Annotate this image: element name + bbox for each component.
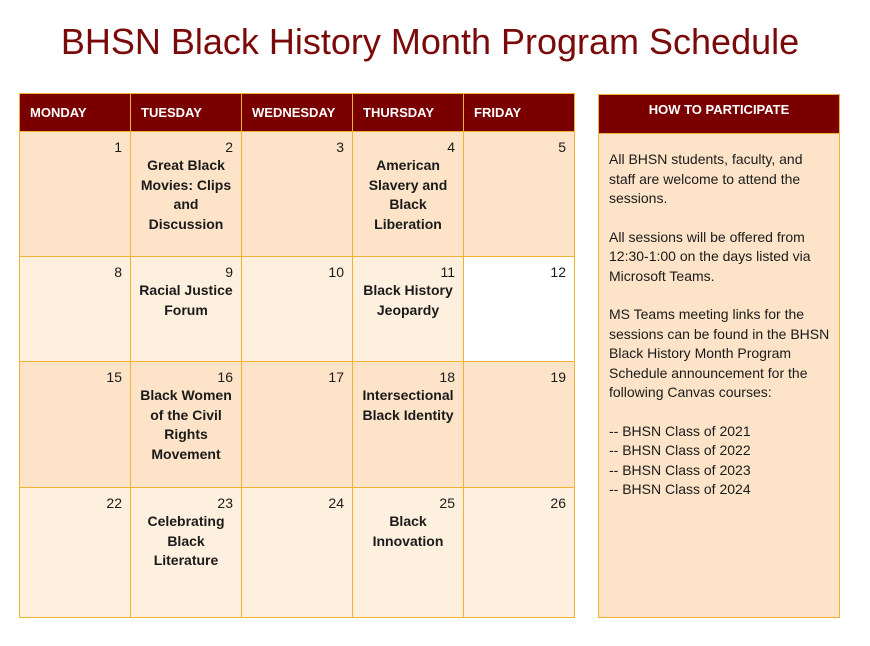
event-title: Black Women of the Civil Rights Movement (140, 387, 232, 462)
day-cell (353, 488, 464, 618)
day-cell (131, 362, 242, 488)
week-row-3 (20, 362, 575, 488)
day-cell (20, 132, 131, 257)
panel-paragraph-time: All sessions will be offered from 12:30-1:00 on the days listed via Microsoft Teams. (609, 228, 811, 284)
day-cell (242, 488, 353, 618)
panel-body (599, 134, 839, 500)
day-number: 11 (440, 264, 455, 280)
week-row-1 (20, 132, 575, 257)
day-number: 3 (336, 139, 344, 155)
course-list-item: -- BHSN Class of 2022 (609, 442, 751, 458)
day-cell (20, 257, 131, 362)
day-cell (353, 257, 464, 362)
day-number: 22 (106, 495, 122, 511)
day-number: 23 (217, 495, 233, 511)
course-list-item: -- BHSN Class of 2021 (609, 422, 751, 439)
day-number: 10 (328, 264, 344, 280)
day-cell (131, 488, 242, 618)
day-number: 9 (225, 264, 233, 280)
course-list-item: -- BHSN Class of 2024 (609, 481, 751, 497)
day-number: 1 (114, 139, 122, 155)
day-number: 15 (106, 369, 122, 385)
event-title: Great Black Movies: Clips and Discussion (140, 157, 232, 232)
day-cell (242, 132, 353, 257)
weekday-header-row (20, 94, 575, 132)
day-number: 19 (550, 369, 566, 385)
panel-heading: HOW TO PARTICIPATE (599, 95, 839, 134)
day-cell (242, 257, 353, 362)
event-title: Black History Jeopardy (363, 282, 453, 318)
event-title: Racial Justice Forum (139, 282, 233, 318)
day-number: 17 (328, 369, 344, 385)
day-number: 24 (328, 495, 344, 511)
day-cell (242, 362, 353, 488)
day-number: 8 (114, 264, 122, 280)
schedule-calendar (19, 93, 575, 618)
day-cell (353, 362, 464, 488)
day-cell (20, 362, 131, 488)
event-title: Black Innovation (372, 513, 444, 549)
day-cell (20, 488, 131, 618)
how-to-participate-panel (598, 94, 840, 618)
week-row-4 (20, 488, 575, 618)
weekday-header-wednesday: WEDNESDAY (242, 94, 353, 132)
day-number: 16 (217, 369, 233, 385)
weekday-header-monday: MONDAY (20, 94, 131, 132)
weekday-header-tuesday: TUESDAY (131, 94, 242, 132)
day-cell (464, 257, 575, 362)
day-number: 25 (439, 495, 455, 511)
day-cell (353, 132, 464, 257)
day-cell (464, 488, 575, 618)
day-number: 12 (550, 264, 566, 280)
course-list-item: -- BHSN Class of 2023 (609, 461, 751, 478)
day-number: 4 (447, 139, 455, 155)
day-cell (131, 257, 242, 362)
event-title: Intersectional Black Identity (362, 387, 454, 423)
panel-paragraph-links: MS Teams meeting links for the sessions can be found in the BHSN Black History Month Program Schedule announcement for the following Canvas courses: (609, 306, 830, 400)
weekday-header-thursday: THURSDAY (353, 94, 464, 132)
event-title: Celebrating Black Literature (147, 513, 225, 568)
day-cell (464, 132, 575, 257)
day-cell (464, 362, 575, 488)
event-title: American Slavery and Black Liberation (368, 157, 448, 232)
day-number: 2 (225, 139, 233, 155)
day-number: 26 (550, 495, 566, 511)
week-row-2 (20, 257, 575, 362)
day-cell (131, 132, 242, 257)
course-list (609, 422, 831, 500)
weekday-header-friday: FRIDAY (464, 94, 575, 132)
day-number: 18 (439, 369, 455, 385)
panel-paragraph-attendance: All BHSN students, faculty, and staff are welcome to attend the sessions. (609, 151, 803, 206)
page-title: BHSN Black History Month Program Schedule (60, 21, 800, 62)
day-number: 5 (558, 139, 566, 155)
